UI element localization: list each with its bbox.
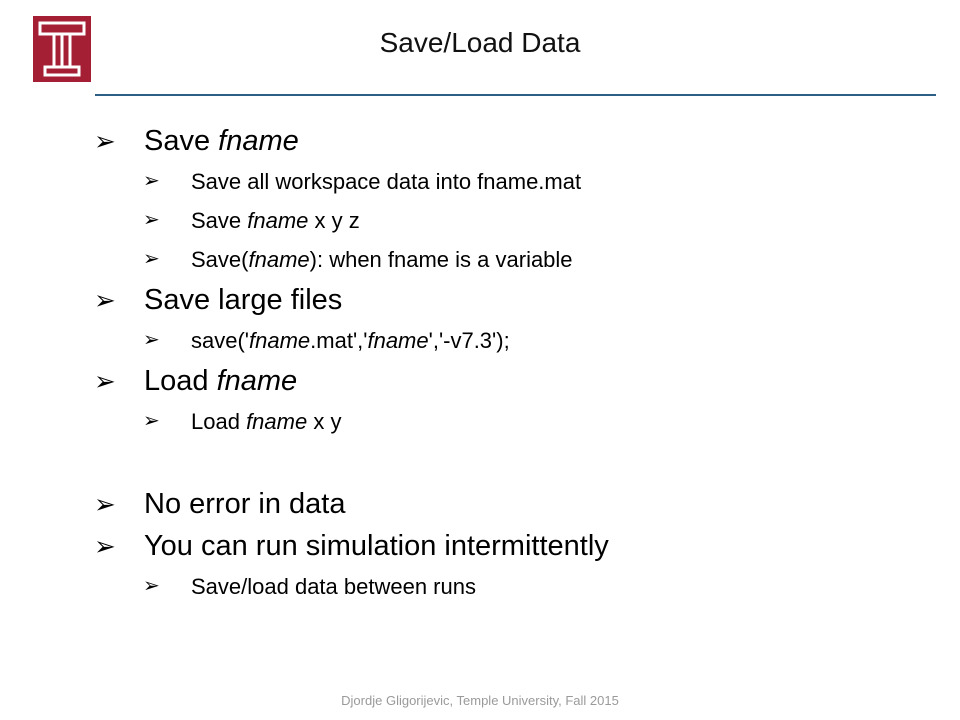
bullet-text-italic: fname [249,328,311,353]
subbullet-save-variable [90,240,940,279]
bullet-arrow-icon: ➢ [143,575,160,597]
bullet-text: ): when fname is a variable [309,247,573,272]
bullet-text: ','-v7.3'); [428,328,510,353]
slide-footer: Djordje Gligorijevic, Temple University, Fall 2015 [341,693,619,708]
bullet-text: Save [144,125,219,157]
bullet-text-italic: fname [367,328,429,353]
bullet-arrow-icon: ➢ [94,366,116,396]
title-divider [95,94,936,96]
bullet-save-large-files [90,279,940,321]
subbullet-save-xyz [90,201,940,240]
bullet-text-italic: fname [248,247,310,272]
bullet-text: x y z [308,208,360,233]
subbullet-load-xy [90,402,940,441]
bullet-arrow-icon: ➢ [94,531,116,561]
subbullet-save-load-between-runs [90,567,940,606]
bullet-text-italic: fname [247,208,309,233]
bullet-arrow-icon: ➢ [143,170,160,192]
bullet-no-error [90,483,940,525]
bullet-text: Save/load data between runs [191,574,476,599]
bullet-text: You can run simulation intermittently [144,530,609,562]
bullet-text: Save all workspace data into fname.mat [191,169,582,194]
bullet-list [90,120,940,606]
bullet-text: Save large files [144,284,343,316]
bullet-text: x y [307,409,342,434]
subbullet-save-all [90,162,940,201]
bullet-arrow-icon: ➢ [143,410,160,432]
subbullet-save-v73 [90,321,940,360]
bullet-arrow-icon: ➢ [94,285,116,315]
bullet-text-italic: fname [246,409,308,434]
bullet-save-fname [90,120,940,162]
bullet-arrow-icon: ➢ [143,209,160,231]
bullet-text: Load [191,409,247,434]
bullet-text-italic: fname [216,365,298,397]
bullet-text: Load [144,365,217,397]
bullet-text: No error in data [144,488,346,520]
bullet-text: save(' [191,328,249,353]
bullet-text: Save [191,208,248,233]
bullet-arrow-icon: ➢ [94,489,116,519]
bullet-run-intermittently [90,525,940,567]
bullet-text: Save( [191,247,249,272]
bullet-arrow-icon: ➢ [143,329,160,351]
spacer [90,441,940,483]
slide-title: Save/Load Data [379,27,581,58]
bullet-text-italic: fname [218,125,299,157]
bullet-load-fname [90,360,940,402]
bullet-text: .mat',' [310,328,368,353]
bullet-arrow-icon: ➢ [94,126,116,156]
bullet-arrow-icon: ➢ [143,248,160,270]
